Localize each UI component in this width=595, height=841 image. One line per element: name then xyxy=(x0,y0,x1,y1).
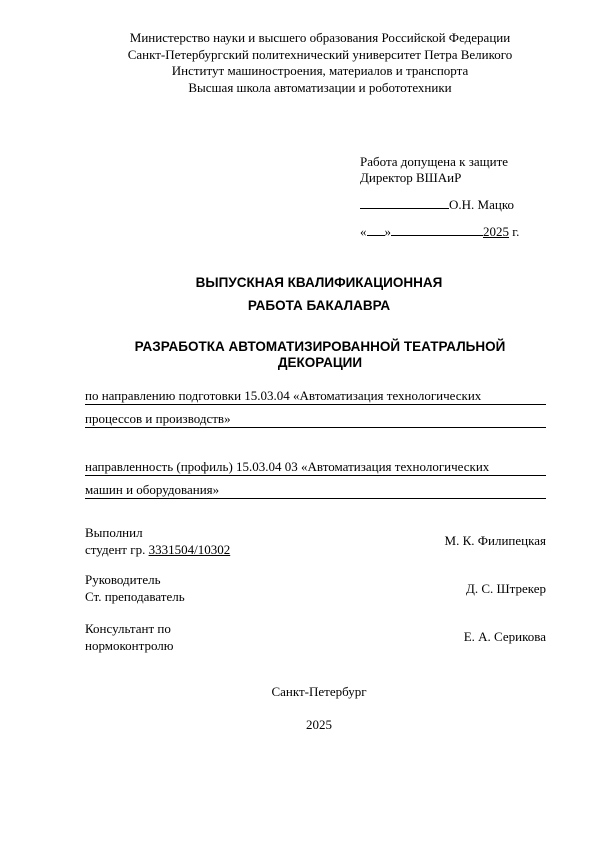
author-label xyxy=(85,525,230,558)
profile-line1 xyxy=(85,459,546,476)
supervisor-role: Руководитель xyxy=(85,572,161,587)
school-line: Высшая школа автоматизации и робототехники xyxy=(188,79,452,95)
supervisor-label xyxy=(85,572,185,605)
profile-line2 xyxy=(85,482,546,499)
profile-value-cont: машин и оборудования» xyxy=(85,482,220,497)
approval-year: 2025 xyxy=(483,224,509,239)
author-group-line xyxy=(85,542,230,559)
date-quote-open: « xyxy=(360,224,367,239)
approval-date-line xyxy=(360,223,519,240)
thesis-topic: РАЗРАБОТКА АВТОМАТИЗИРОВАННОЙ ТЕАТРАЛЬНОЙ ДЕКОРАЦИИ xyxy=(134,339,506,370)
month-blank xyxy=(391,223,483,236)
signature-blank xyxy=(360,196,449,209)
thesis-type-line1: ВЫПУСКНАЯ КВАЛИФИКАЦИОННАЯ xyxy=(195,275,443,290)
ministry-line: Министерство науки и высшего образования Российской Федерации xyxy=(129,30,511,45)
thesis-type-line2: РАБОТА БАКАЛАВРА xyxy=(247,298,391,313)
author-role: Выполнил xyxy=(85,525,143,540)
direction-line2 xyxy=(85,411,546,428)
approval-director-name: О.Н. Мацко xyxy=(449,197,514,212)
direction-line1 xyxy=(85,388,546,405)
university-line: Санкт-Петербургский политехнический университет Петра Великого xyxy=(127,46,513,62)
day-blank xyxy=(367,223,385,236)
profile-value: 15.03.04 03 «Автоматизация технологических xyxy=(236,459,490,474)
direction-value: 15.03.04 «Автоматизация технологических xyxy=(244,388,482,403)
group-number: 3331504/10302 xyxy=(148,541,231,557)
approval-block xyxy=(360,154,519,240)
approval-signature-line xyxy=(360,196,519,213)
institute-line: Институт машиностроения, материалов и транспорта xyxy=(171,63,469,78)
institution-header xyxy=(0,30,595,96)
approval-director-title: Директор ВШАиР xyxy=(360,170,462,185)
supervisor-name: Д. С. Штрекер xyxy=(465,581,546,596)
year-suffix: г. xyxy=(509,224,520,239)
consultant-name: Е. А. Серикова xyxy=(463,629,546,644)
author-name: М. К. Филипецкая xyxy=(444,533,546,548)
direction-value-cont: процессов и производств» xyxy=(85,411,231,426)
group-prefix: студент гр. xyxy=(85,541,149,557)
consultant-area: нормоконтролю xyxy=(85,637,174,653)
supervisor-position: Ст. преподаватель xyxy=(85,588,185,604)
approval-admitted-text: Работа допущена к защите xyxy=(360,154,509,169)
footer-year: 2025 xyxy=(306,717,332,732)
profile-prefix: направленность (профиль) xyxy=(85,459,237,474)
city: Санкт-Петербург xyxy=(271,684,367,699)
date-quote-close: » xyxy=(384,224,391,239)
consultant-label xyxy=(85,621,173,654)
direction-prefix: по направлению подготовки xyxy=(85,388,245,403)
consultant-role: Консультант по xyxy=(85,621,171,636)
